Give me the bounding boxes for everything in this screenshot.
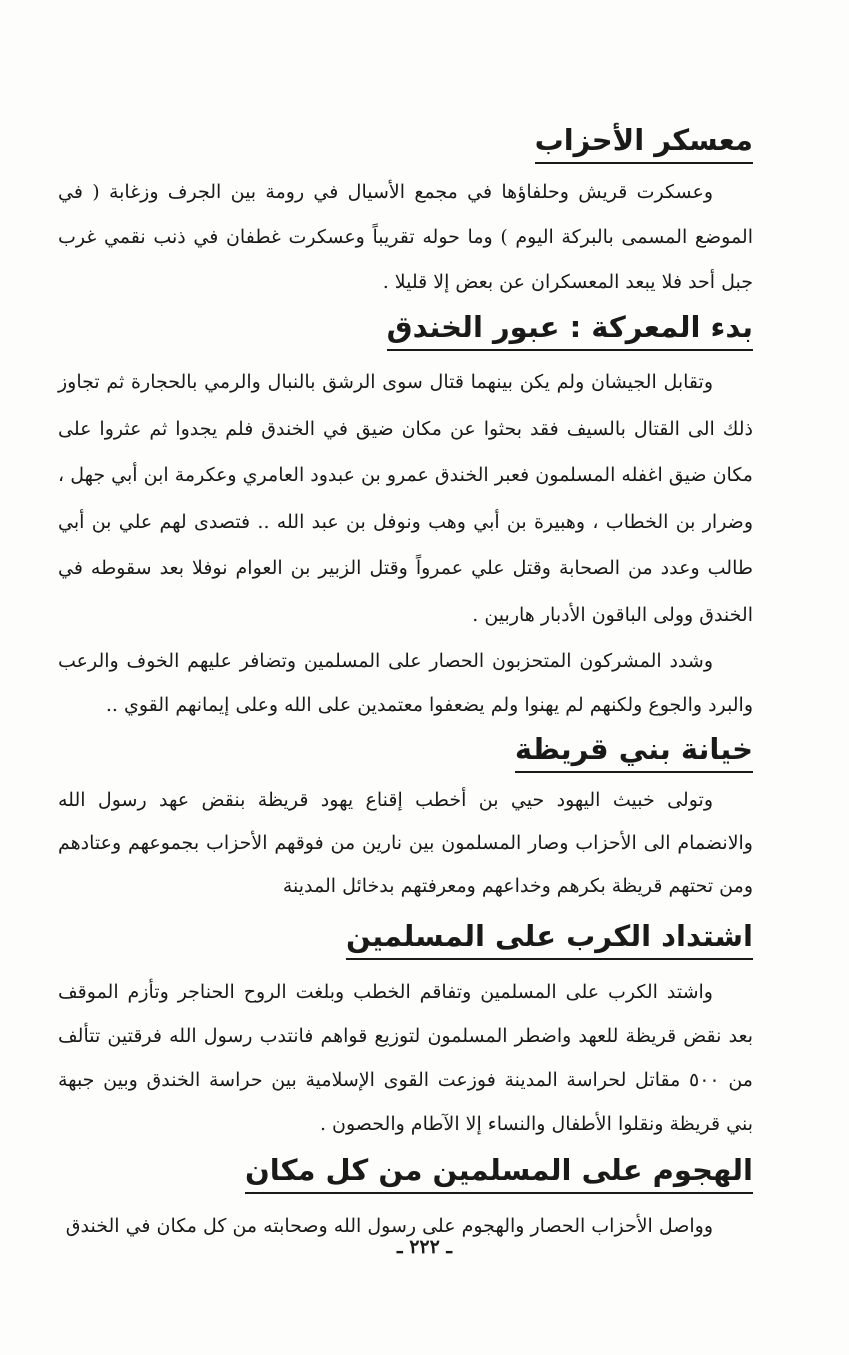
- section-title-wrap: [58, 916, 753, 960]
- section-title-hardship: اشتداد الكرب على المسلمين: [346, 916, 753, 960]
- section-title-wrap: [58, 1150, 753, 1194]
- section-paragraph: وعسكرت قريش وحلفاؤها في مجمع الأسيال في رومة بين الجرف وزغابة ( في الموضع المسمى بالبركة اليوم ) وما حوله تقريباً وعسكرت غطفان في ذنب نقمي غرب جبل أحد فلا يبعد المعسكران عن بعض إلا قليلا .: [58, 181, 753, 293]
- section-title-wrap: [58, 307, 753, 351]
- section-title-wrap: [58, 120, 753, 164]
- section-title-attack: الهجوم على المسلمين من كل مكان: [245, 1150, 753, 1194]
- section-title-wrap: [58, 729, 753, 773]
- section-title-al-ahzab-camp: معسكر الأحزاب: [535, 120, 753, 164]
- section-paragraph: وشدد المشركون المتحزبون الحصار على المسلمين وتضافر عليهم الخوف والرعب والبرد والجوع ولكنهم لم يهنوا ولم يضعفوا معتمدين على الله وعلى إيمانهم القوي ..: [58, 649, 753, 716]
- page-number: ـ ٢٢٢ ـ: [397, 1236, 452, 1258]
- section-title-battle-start: بدء المعركة : عبور الخندق: [387, 307, 753, 351]
- section-paragraph: واشتد الكرب على المسلمين وتفاقم الخطب وبلغت الروح الحناجر وتأزم الموقف بعد نقض قريظة للعهد واضطر المسلمون لتوزيع قواهم فانتدب رسول الله فرقتين تتألف من ٥٠٠ مقاتل لحراسة المدينة فوزعت القوى الإسلامية بين حراسة الخندق وبين جبهة بني قريظة ونقلوا الأطفال والنساء إلا الآطام والحصون .: [58, 980, 753, 1135]
- section-title-qurayza-betrayal: خيانة بني قريظة: [515, 729, 753, 773]
- document-page: [58, 110, 753, 1246]
- section-paragraph: وواصل الأحزاب الحصار والهجوم على رسول الله وصحابته من كل مكان في الخندق: [65, 1214, 713, 1237]
- section-paragraph: وتولى خبيث اليهود حيي بن أخطب إقناع يهود قريظة بنقض عهد رسول الله والانضمام الى الأحزاب وصار المسلمون بين نارين من فوقهم الأحزاب بجموعهم وعتادهم ومن تحتهم قريظة بكرهم وخداعهم ومعرفتهم بدخائل المدينة: [58, 788, 753, 897]
- section-paragraph: وتقابل الجيشان ولم يكن بينهما قتال سوى الرشق بالنبال والرمي بالحجارة ثم تجاوز ذلك الى القتال بالسيف فقد بحثوا عن مكان ضيق في الخندق فلم يجدوا ثم عثروا على مكان ضيق اغفله المسلمون فعبر الخندق عمرو بن عبدود العامري وعكرمة ابن أبي جهل ، وضرار بن الخطاب ، وهبيرة بن أبي وهب ونوفل بن عبد الله .. فتصدى لهم علي بن أبي طالب وعدد من الصحابة وقتل علي عمرواً وقتل الزبير بن العوام نوفلا بعد سقوطه في الخندق وولى الباقون الأدبار هاربين .: [58, 371, 753, 626]
